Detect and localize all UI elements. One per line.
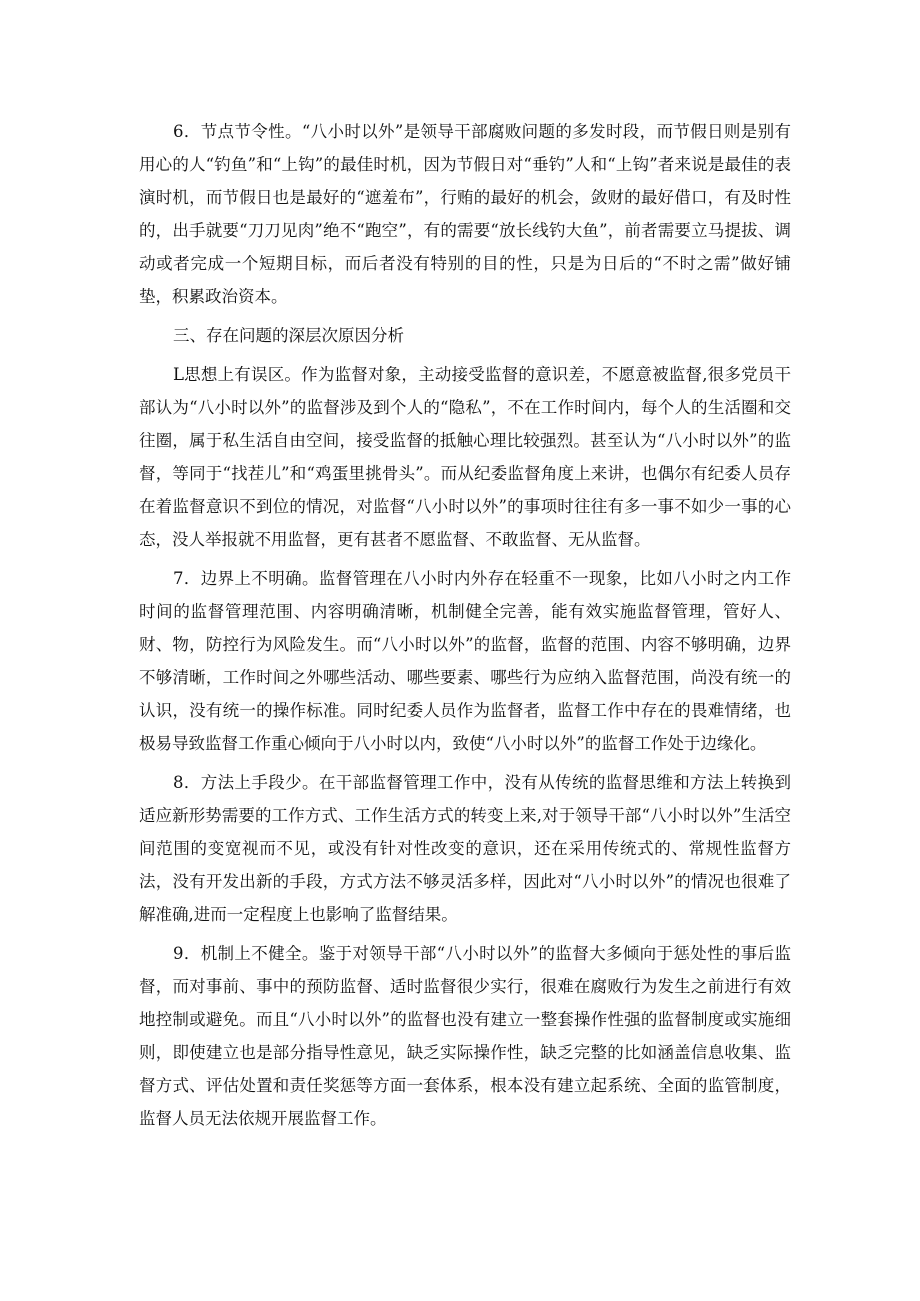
section-heading-3: 三、存在问题的深层次原因分析 <box>173 326 404 345</box>
paragraph-9-imperfect-mechanism: 9．机制上不健全。鉴于对领导干部“八小时以外”的监督大多倾向于惩处性的事后监督，而对事前、事中的预防监督、适时监督很少实行，很难在腐败行为发生之前进行有效地控制或避免。而且“八小时以外”的监督也没有建立一整套操作性强的监督制度或实施细则，即使建立也是部分指导性意见，缺乏实际操作性，缺乏完整的比如涵盖信息收集、监督方式、评估处置和责任奖惩等方面一套体系，根本没有建立起系统、全面的监管制度，监督人员无法依规开展监督工作。 <box>139 944 791 1128</box>
paragraph-1-ideological-misunderstanding: L思想上有误区。作为监督对象，主动接受监督的意识差，不愿意被监督,很多党员干部认为“八小时以外”的监督涉及到个人的“隐私”，不在工作时间内，每个人的生活圈和交往圈，属于私生活自由空间，接受监督的抵触心理比较强烈。甚至认为“八小时以外”的监督，等同于“找茬儿”和“鸡蛋里挑骨头”。而从纪委监督角度上来讲，也偶尔有纪委人员存在着监督意识不到位的情况，对监督“八小时以外”的事项时往往有多一事不如少一事的心态，没人举报就不用监督，更有甚者不愿监督、不敢监督、无从监督。 <box>139 365 791 549</box>
paragraph-8-few-methods: 8．方法上手段少。在干部监督管理工作中，没有从传统的监督思维和方法上转换到适应新形势需要的工作方式、工作生活方式的转变上来,对于领导干部“八小时以外”生活空间范围的变宽视而不见，或没有针对性改变的意识，还在采用传统式的、常规性监督方法，没有开发出新的手段，方式方法不够灵活多样，因此对“八小时以外”的情况也很难了解准确,进而一定程度上也影响了监督结果。 <box>139 773 791 924</box>
document-page <box>139 115 791 1141</box>
paragraph-7-unclear-boundaries: 7．边界上不明确。监督管理在八小时内外存在轻重不一现象，比如八小时之内工作时间的监督管理范围、内容明确清晰，机制健全完善，能有效实施监督管理，管好人、财、物，防控行为风险发生。而“八小时以外”的监督，监督的范围、内容不够明确，边界不够清晰，工作时间之外哪些活动、哪些要素、哪些行为应纳入监督范围，尚没有统一的认识，没有统一的操作标准。同时纪委人员作为监督者，监督工作中存在的畏难情绪，也极易导致监督工作重心倾向于八小时以内，致使“八小时以外”的监督工作处于边缘化。 <box>139 569 791 753</box>
paragraph-6-node-timeliness: 6．节点节令性。“八小时以外”是领导干部腐败问题的多发时段，而节假日则是别有用心的人“钓鱼”和“上钩”的最佳时机，因为节假日对“垂钓”人和“上钩”者来说是最佳的表演时机，而节假日也是最好的“遮羞布”，行贿的最好的机会，敛财的最好借口，有及时性的，出手就要“刀刀见肉”绝不“跑空”，有的需要“放长线钓大鱼”，前者需要立马提拔、调动或者完成一个短期目标，而后者没有特别的目的性，只是为日后的“不时之需”做好铺垫，积累政治资本。 <box>139 122 791 306</box>
